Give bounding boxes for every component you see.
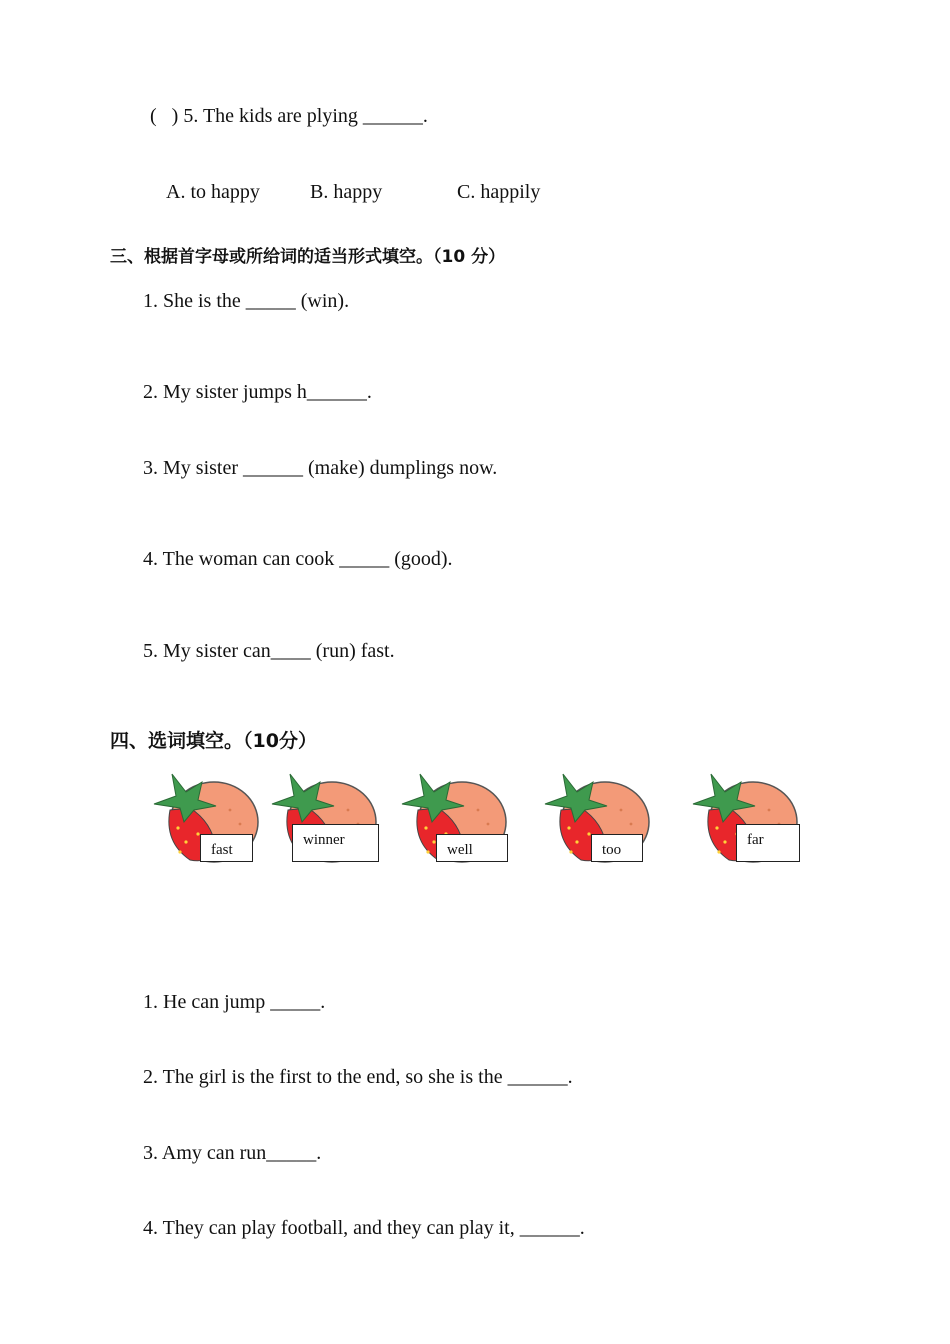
word-winner: winner: [292, 824, 379, 862]
section3-item-1: 1. She is the _____ (win).: [143, 290, 350, 312]
section3-item-2: 2. My sister jumps h______.: [143, 381, 372, 403]
q5-option-c: C. happily: [457, 181, 541, 203]
section4-item-4: 4. They can play football, and they can play it, ______.: [143, 1217, 585, 1239]
word-card-well: [398, 762, 510, 866]
section4-item-3: 3. Amy can run_____.: [143, 1142, 322, 1164]
section3-item-3: 3. My sister ______ (make) dumplings now.: [143, 457, 498, 479]
section4-item-1: 1. He can jump _____.: [143, 991, 326, 1013]
word-too: too: [591, 834, 643, 862]
q5-option-b: B. happy: [310, 181, 383, 203]
word-well: well: [436, 834, 508, 862]
section3-item-4: 4. The woman can cook _____ (good).: [143, 548, 453, 570]
section4-item-2: 2. The girl is the first to the end, so she is the ______.: [143, 1066, 573, 1088]
q5-stem: ( ) 5. The kids are plying ______.: [150, 105, 428, 127]
word-far: far: [736, 824, 800, 862]
word-fast: fast: [200, 834, 253, 862]
word-card-winner: [268, 762, 380, 866]
q5-option-a: A. to happy: [166, 181, 260, 203]
section4-title: 四、选词填空。（10分）: [110, 730, 317, 752]
word-card-fast: [150, 762, 262, 866]
word-card-too: [541, 762, 653, 866]
section3-item-5: 5. My sister can____ (run) fast.: [143, 640, 395, 662]
section3-title: 三、根据首字母或所给词的适当形式填空。（10 分）: [110, 247, 506, 267]
word-card-far: [689, 762, 801, 866]
